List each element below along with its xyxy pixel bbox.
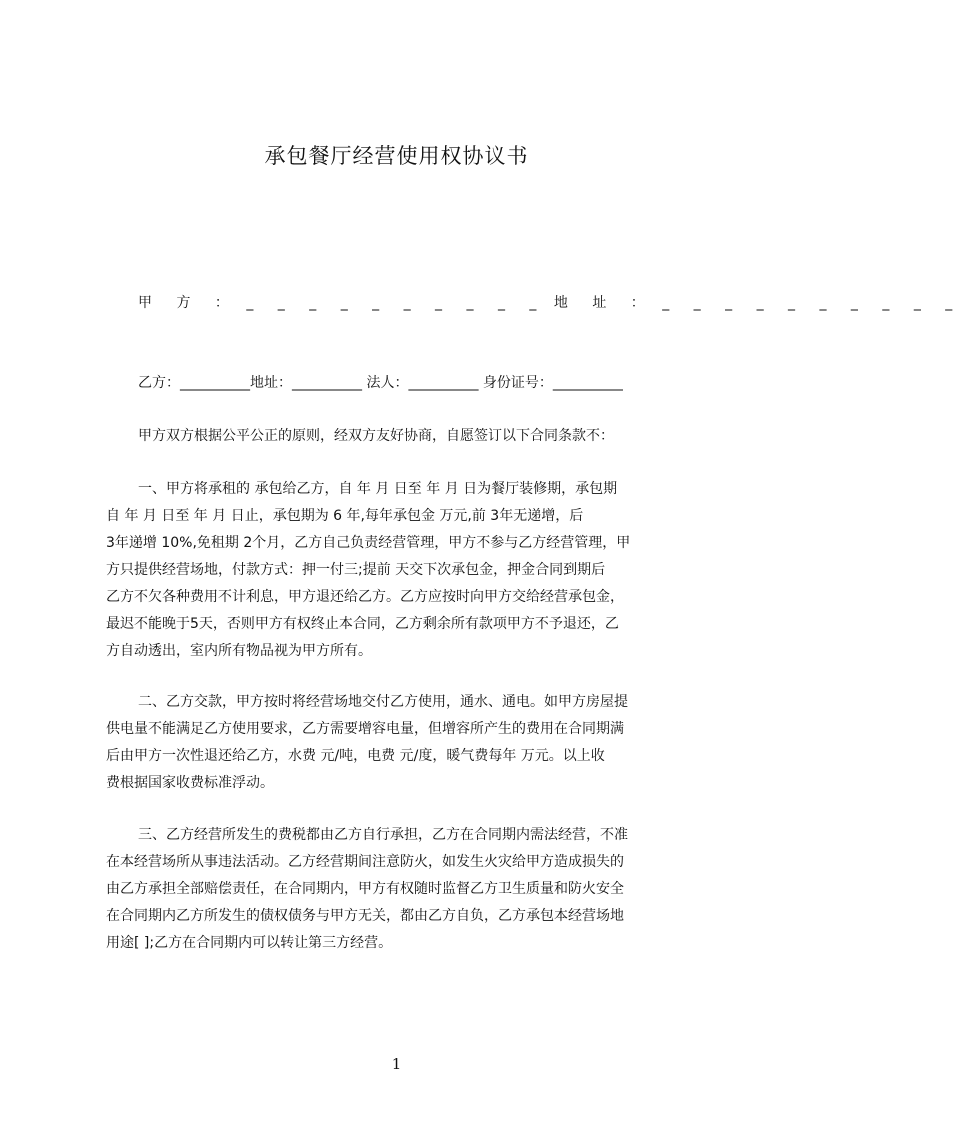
clause2-line: 二、乙方交款，甲方按时将经营场地交付乙方使用，通水、通电。如甲方房屋提 [138,694,628,710]
page-number: 1 [391,1055,402,1073]
clause1-line: 方只提供经营场地，付款方式：押一付三;提前 天交下次承包金，押金合同到期后 [106,562,606,578]
clause3-line: 用途[ ];乙方在合同期内可以转让第三方经营。 [106,935,393,951]
party-b-line: 乙方：__________地址：__________ 法人：__________ 身份证号：__________ [138,375,623,391]
clause1-line: 方自动透出，室内所有物品视为甲方所有。 [106,643,372,659]
clause3-line: 由乙方承担全部赔偿责任，在合同期内，甲方有权随时监督乙方卫生质量和防火安全 [106,881,624,897]
party-a-address-label: 地 址 ： [553,295,655,311]
clause1-line: 自 年 月 日至 年 月 日止，承包期为 6 年,每年承包金 万元,前 3年无递增，后 [106,508,584,524]
clause3-line: 在合同期内乙方所发生的债权债务与甲方无关，都由乙方自负，乙方承包本经营场地 [106,908,624,924]
party-a-line [138,292,962,312]
clause1-line: 一、甲方将承租的 承包给乙方，自 年 月 日至 年 月 日为餐厅装修期，承包期 [138,481,618,497]
party-a-address-blank: _ _ _ _ _ _ _ _ _ _ [662,295,962,311]
party-a-label: 甲 方 ： [138,295,239,311]
clause2-line: 供电量不能满足乙方使用要求，乙方需要增容电量，但增容所产生的费用在合同期满 [106,721,624,737]
document-title: 承包餐厅经营使用权协议书 [264,144,529,168]
party-a-name-blank: _ _ _ _ _ _ _ _ _ _ [246,295,547,311]
clause3-line: 三、乙方经营所发生的费税都由乙方自行承担，乙方在合同期内需法经营，不准 [138,827,628,843]
clause3-line: 在本经营场所从事违法活动。乙方经营期间注意防火，如发生火灾给甲方造成损失的 [106,854,624,870]
clause2-line: 费根据国家收费标准浮动。 [106,775,274,791]
clause1-line: 乙方不欠各种费用不计利息，甲方退还给乙方。乙方应按时向甲方交给经营承包金， [106,589,624,605]
clause1-line: 最迟不能晚于5天，否则甲方有权终止本合同，乙方剩余所有款项甲方不予退还，乙 [106,616,619,632]
clause2-line: 后由甲方一次性退还给乙方，水费 元/吨，电费 元/度，暖气费每年 万元。以上收 [106,748,605,764]
intro-paragraph: 甲方双方根据公平公正的原则，经双方友好协商，自愿签订以下合同条款不： [138,428,614,444]
clause1-line: 3年递增 10%,免租期 2个月，乙方自己负责经营管理，甲方不参与乙方经营管理，甲 [106,535,631,551]
